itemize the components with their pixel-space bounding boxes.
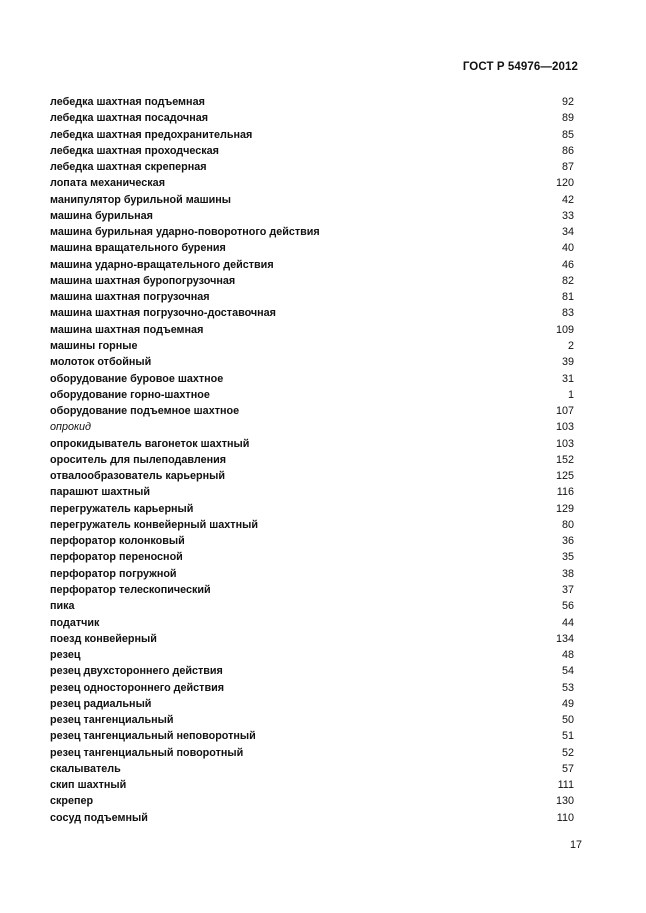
index-term: поезд конвейерный xyxy=(50,632,157,645)
index-page-reference: 80 xyxy=(561,518,574,531)
index-page-reference: 53 xyxy=(561,681,574,694)
index-page-reference: 39 xyxy=(561,356,574,369)
index-term: скалыватель xyxy=(50,762,121,775)
index-term: резец тангенциальный неповоротный xyxy=(50,730,256,743)
index-page-reference: 52 xyxy=(561,746,574,759)
index-page-reference: 48 xyxy=(561,649,574,662)
index-entry xyxy=(50,468,574,484)
index-term: лебедка шахтная посадочная xyxy=(50,112,209,125)
index-entry xyxy=(50,387,574,403)
index-page-reference: 50 xyxy=(561,714,574,727)
index-page-reference: 33 xyxy=(561,209,574,222)
index-page-reference: 134 xyxy=(555,632,574,645)
index-entry xyxy=(50,631,574,647)
index-entry xyxy=(50,582,574,598)
index-page-reference: 51 xyxy=(561,730,574,743)
index-term: ороситель для пылеподавления xyxy=(50,453,227,466)
index-term: машина вращательного бурения xyxy=(50,242,226,255)
index-entry xyxy=(50,810,574,826)
index-entry xyxy=(50,517,574,533)
index-entry xyxy=(50,501,574,517)
index-term: молоток отбойный xyxy=(50,356,152,369)
index-entry xyxy=(50,94,574,110)
index-page-reference: 107 xyxy=(555,405,574,418)
index-term: машины горные xyxy=(50,339,138,352)
index-term: резец тангенциальный поворотный xyxy=(50,746,244,759)
index-term: резец двухстороннего действия xyxy=(50,665,223,678)
index-page-reference: 34 xyxy=(561,226,574,239)
index-entry xyxy=(50,777,574,793)
index-page-reference: 109 xyxy=(555,323,574,336)
index-entry xyxy=(50,127,574,143)
index-page-reference: 31 xyxy=(561,372,574,385)
index-term: перфоратор погружной xyxy=(50,567,177,580)
index-term: оборудование горно-шахтное xyxy=(50,388,210,401)
index-entry xyxy=(50,566,574,582)
index-term: машина бурильная xyxy=(50,209,153,222)
index-entry xyxy=(50,305,574,321)
index-term: машина шахтная буропогрузочная xyxy=(50,274,236,287)
index-page-reference: 38 xyxy=(561,567,574,580)
index-term: перегружатель карьерный xyxy=(50,502,194,515)
index-page-reference: 85 xyxy=(561,128,574,141)
index-entry xyxy=(50,175,574,191)
index-entry xyxy=(50,257,574,273)
index-term: опрокид xyxy=(50,421,92,434)
index-term: лебедка шахтная скреперная xyxy=(50,161,207,174)
index-entry xyxy=(50,680,574,696)
index-entry xyxy=(50,533,574,549)
index-entry xyxy=(50,647,574,663)
index-entry xyxy=(50,696,574,712)
index-term: податчик xyxy=(50,616,100,629)
index-entry xyxy=(50,159,574,175)
index-entry xyxy=(50,484,574,500)
index-entry xyxy=(50,338,574,354)
index-term: перфоратор переносной xyxy=(50,551,183,564)
index-term: пика xyxy=(50,600,75,613)
index-page-reference: 103 xyxy=(555,421,574,434)
index-entry xyxy=(50,289,574,305)
index-term: скип шахтный xyxy=(50,779,127,792)
index-entry xyxy=(50,322,574,338)
index-entry xyxy=(50,745,574,761)
index-page-reference: 82 xyxy=(561,274,574,287)
alphabetical-index-list xyxy=(50,94,574,826)
index-page-reference: 1 xyxy=(567,388,574,401)
index-entry xyxy=(50,208,574,224)
index-term: лопата механическая xyxy=(50,177,165,190)
index-page-reference: 83 xyxy=(561,307,574,320)
index-entry xyxy=(50,143,574,159)
index-page-reference: 2 xyxy=(567,339,574,352)
index-term: оборудование буровое шахтное xyxy=(50,372,224,385)
index-entry xyxy=(50,240,574,256)
index-entry xyxy=(50,452,574,468)
index-term: лебедка шахтная проходческая xyxy=(50,144,219,157)
index-entry xyxy=(50,549,574,565)
document-header: ГОСТ Р 54976—2012 xyxy=(462,61,578,73)
index-page-reference: 110 xyxy=(556,811,574,824)
index-entry xyxy=(50,371,574,387)
index-page-reference: 125 xyxy=(555,470,574,483)
index-term: резец одностороннего действия xyxy=(50,681,225,694)
index-entry xyxy=(50,419,574,435)
index-entry xyxy=(50,728,574,744)
index-page-reference: 57 xyxy=(561,762,574,775)
page-number: 17 xyxy=(569,839,582,851)
index-term: сосуд подъемный xyxy=(50,811,148,824)
index-page-reference: 81 xyxy=(561,291,574,304)
index-term: перфоратор телескопический xyxy=(50,583,211,596)
index-term: машина шахтная погрузочно-доставочная xyxy=(50,307,276,320)
index-term: лебедка шахтная предохранительная xyxy=(50,128,253,141)
index-page-reference: 92 xyxy=(561,96,574,108)
index-page-reference: 103 xyxy=(555,437,574,450)
index-term: машина шахтная подъемная xyxy=(50,323,204,336)
index-term: перфоратор колонковый xyxy=(50,535,185,548)
index-term: скрепер xyxy=(50,795,94,808)
index-term: манипулятор бурильной машины xyxy=(50,193,231,206)
index-entry xyxy=(50,436,574,452)
index-term: оборудование подъемное шахтное xyxy=(50,405,240,418)
index-term: резец радиальный xyxy=(50,697,152,710)
index-term: машина ударно-вращательного действия xyxy=(50,258,274,271)
index-term: машина шахтная погрузочная xyxy=(50,291,210,304)
index-page-reference: 49 xyxy=(561,697,574,710)
index-entry xyxy=(50,615,574,631)
index-page-reference: 111 xyxy=(557,779,574,792)
index-entry xyxy=(50,598,574,614)
index-page-reference: 116 xyxy=(556,486,574,499)
index-entry xyxy=(50,273,574,289)
index-entry xyxy=(50,712,574,728)
index-term: резец xyxy=(50,649,81,662)
index-entry xyxy=(50,403,574,419)
index-page-reference: 46 xyxy=(561,258,574,271)
index-entry xyxy=(50,224,574,240)
index-term: опрокидыватель вагонеток шахтный xyxy=(50,437,250,450)
index-page-reference: 40 xyxy=(561,242,574,255)
index-term: резец тангенциальный xyxy=(50,714,174,727)
index-page-reference: 44 xyxy=(561,616,574,629)
index-page-reference: 87 xyxy=(561,161,574,174)
index-page-reference: 89 xyxy=(561,112,574,125)
index-entry xyxy=(50,354,574,370)
index-term: парашют шахтный xyxy=(50,486,151,499)
index-page-reference: 42 xyxy=(561,193,574,206)
index-page-reference: 37 xyxy=(561,583,574,596)
index-entry xyxy=(50,110,574,126)
index-page-reference: 36 xyxy=(561,535,574,548)
index-page-reference: 35 xyxy=(561,551,574,564)
index-term: лебедка шахтная подъемная xyxy=(50,96,205,108)
index-entry xyxy=(50,663,574,679)
index-term: машина бурильная ударно-поворотного действия xyxy=(50,226,320,239)
index-page-reference: 152 xyxy=(555,453,574,466)
index-term: перегружатель конвейерный шахтный xyxy=(50,518,258,531)
index-page-reference: 120 xyxy=(555,177,574,190)
index-page-reference: 129 xyxy=(555,502,574,515)
index-page-reference: 86 xyxy=(561,144,574,157)
index-term: отвалообразователь карьерный xyxy=(50,470,226,483)
index-page-reference: 54 xyxy=(561,665,574,678)
index-page-reference: 130 xyxy=(555,795,574,808)
index-entry xyxy=(50,793,574,809)
index-entry xyxy=(50,192,574,208)
index-page-reference: 56 xyxy=(561,600,574,613)
index-entry xyxy=(50,761,574,777)
